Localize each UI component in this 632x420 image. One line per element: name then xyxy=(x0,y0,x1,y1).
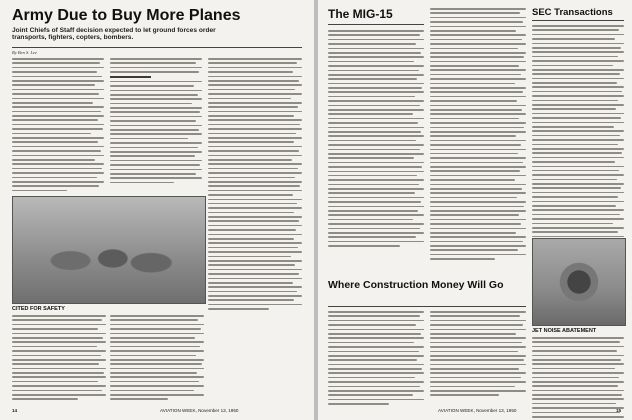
right-page-footer xyxy=(616,408,621,413)
jet-noise-caption-column xyxy=(532,337,624,420)
army-article-column-2 xyxy=(110,58,202,186)
construction-list-column xyxy=(430,8,526,263)
right-page-number: 15 xyxy=(616,408,622,413)
left-page-folio-text: AVIATION WEEK, November 13, 1950 xyxy=(160,408,239,413)
mig15-column-1 xyxy=(328,30,424,250)
photo-caption-column-1 xyxy=(12,315,106,403)
left-page-number: 14 xyxy=(12,408,18,413)
mig15-rule xyxy=(328,24,424,25)
sec-rule xyxy=(532,20,624,21)
mig15-headline: The MIG-15 xyxy=(328,7,393,21)
right-page xyxy=(318,0,632,420)
photo-caption-column-2 xyxy=(110,315,204,403)
safety-award-photo xyxy=(12,196,206,304)
construction-headline: Where Construction Money Will Go xyxy=(328,279,504,291)
left-page-footer xyxy=(12,408,17,413)
headline-rule xyxy=(12,47,302,48)
army-article-byline: By Ben S. Lee xyxy=(12,50,37,55)
construction-article-column-2 xyxy=(430,311,526,399)
jet-noise-caption-title: JET NOISE ABATEMENT xyxy=(532,328,597,334)
army-article-column-3 xyxy=(208,58,302,313)
jet-noise-photo xyxy=(532,238,626,326)
left-page xyxy=(0,0,314,420)
right-page-folio-text: AVIATION WEEK, November 13, 1950 xyxy=(438,408,517,413)
sec-transactions-headline: SEC Transactions xyxy=(532,7,613,18)
construction-article-column-1 xyxy=(328,311,424,408)
photo-caption-title: CITED FOR SAFETY xyxy=(12,306,65,312)
army-article-column-1 xyxy=(12,58,104,194)
army-article-deck: Joint Chiefs of Staff decision expected to let ground forces order transports, fighters, copters, bombers. xyxy=(12,27,216,41)
construction-rule xyxy=(328,306,526,307)
army-article-headline: Army Due to Buy More Planes xyxy=(12,7,241,24)
